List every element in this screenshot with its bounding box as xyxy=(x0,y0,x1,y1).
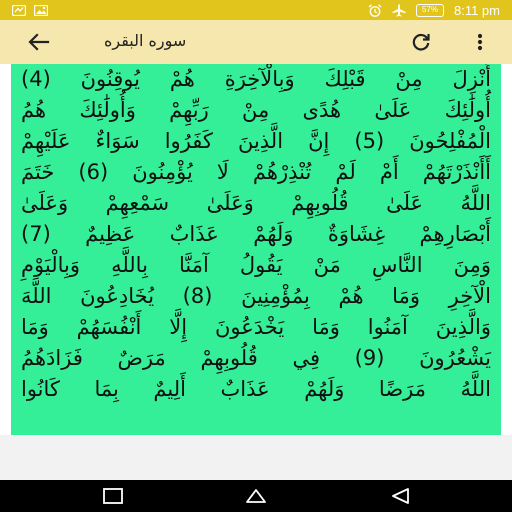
back-triangle-icon[interactable] xyxy=(388,486,412,506)
battery-percent: 57% xyxy=(421,5,438,14)
app-notification-icon xyxy=(12,5,26,16)
quran-page[interactable] xyxy=(11,64,501,435)
content-area xyxy=(0,64,512,435)
system-nav-bar xyxy=(0,480,512,512)
text-line: أُنْزِلَ مِنْ قَبْلِكَ وَبِالْآخِرَةِ هُمْ يُوقِنُونَ (4) xyxy=(21,67,491,91)
text-line: يَشْعُرُونَ (9) فِي قُلُوبِهِمْ مَرَضٌ فَزَادَهُمُ xyxy=(21,346,491,370)
text-line: الْآخِرِ وَمَا هُمْ بِمُؤْمِنِينَ (8) يُخَادِعُونَ اللَّهَ xyxy=(21,284,491,308)
recents-square-icon[interactable] xyxy=(101,486,125,506)
status-time: 8:11 pm xyxy=(453,2,500,18)
alarm-icon xyxy=(368,4,382,17)
home-triangle-icon[interactable] xyxy=(244,486,268,506)
text-line: أُولَٰئِكَ عَلَىٰ هُدًى مِنْ رَبِّهِمْ وَأُولَٰئِكَ هُمُ xyxy=(21,98,491,122)
refresh-icon[interactable] xyxy=(409,30,433,54)
text-line: وَمِنَ النَّاسِ مَنْ يَقُولُ آمَنَّا بِاللَّهِ وَبِالْيَوْمِ xyxy=(21,253,491,277)
text-line: اللَّهُ مَرَضًا وَلَهُمْ عَذَابٌ أَلِيمٌ بِمَا كَانُوا xyxy=(21,377,491,401)
page-title: سوره البقره xyxy=(104,31,187,50)
more-vertical-icon[interactable] xyxy=(470,30,490,54)
status-bar xyxy=(0,0,512,20)
text-line: وَالَّذِينَ آمَنُوا وَمَا يَخْدَعُونَ إِلَّا أَنْفُسَهُمْ وَمَا xyxy=(21,315,491,339)
image-notification-icon xyxy=(34,5,48,16)
arrow-left-icon[interactable] xyxy=(26,30,52,54)
text-line: الْمُفْلِحُونَ (5) إِنَّ الَّذِينَ كَفَرُوا سَوَاءٌ عَلَيْهِمْ xyxy=(21,129,491,153)
app-bar xyxy=(0,20,512,64)
text-line: اللَّهُ عَلَىٰ قُلُوبِهِمْ وَعَلَىٰ سَمْعِهِمْ وَعَلَىٰ xyxy=(21,191,491,215)
battery-icon xyxy=(416,4,444,17)
airplane-mode-icon xyxy=(392,4,406,17)
bottom-spacer xyxy=(0,435,512,480)
text-line: أَأَنْذَرْتَهُمْ أَمْ لَمْ تُنْذِرْهُمْ لَا يُؤْمِنُونَ (6) خَتَمَ xyxy=(21,160,491,184)
text-line: أَبْصَارِهِمْ غِشَاوَةٌ وَلَهُمْ عَذَابٌ عَظِيمٌ (7) xyxy=(21,222,491,246)
